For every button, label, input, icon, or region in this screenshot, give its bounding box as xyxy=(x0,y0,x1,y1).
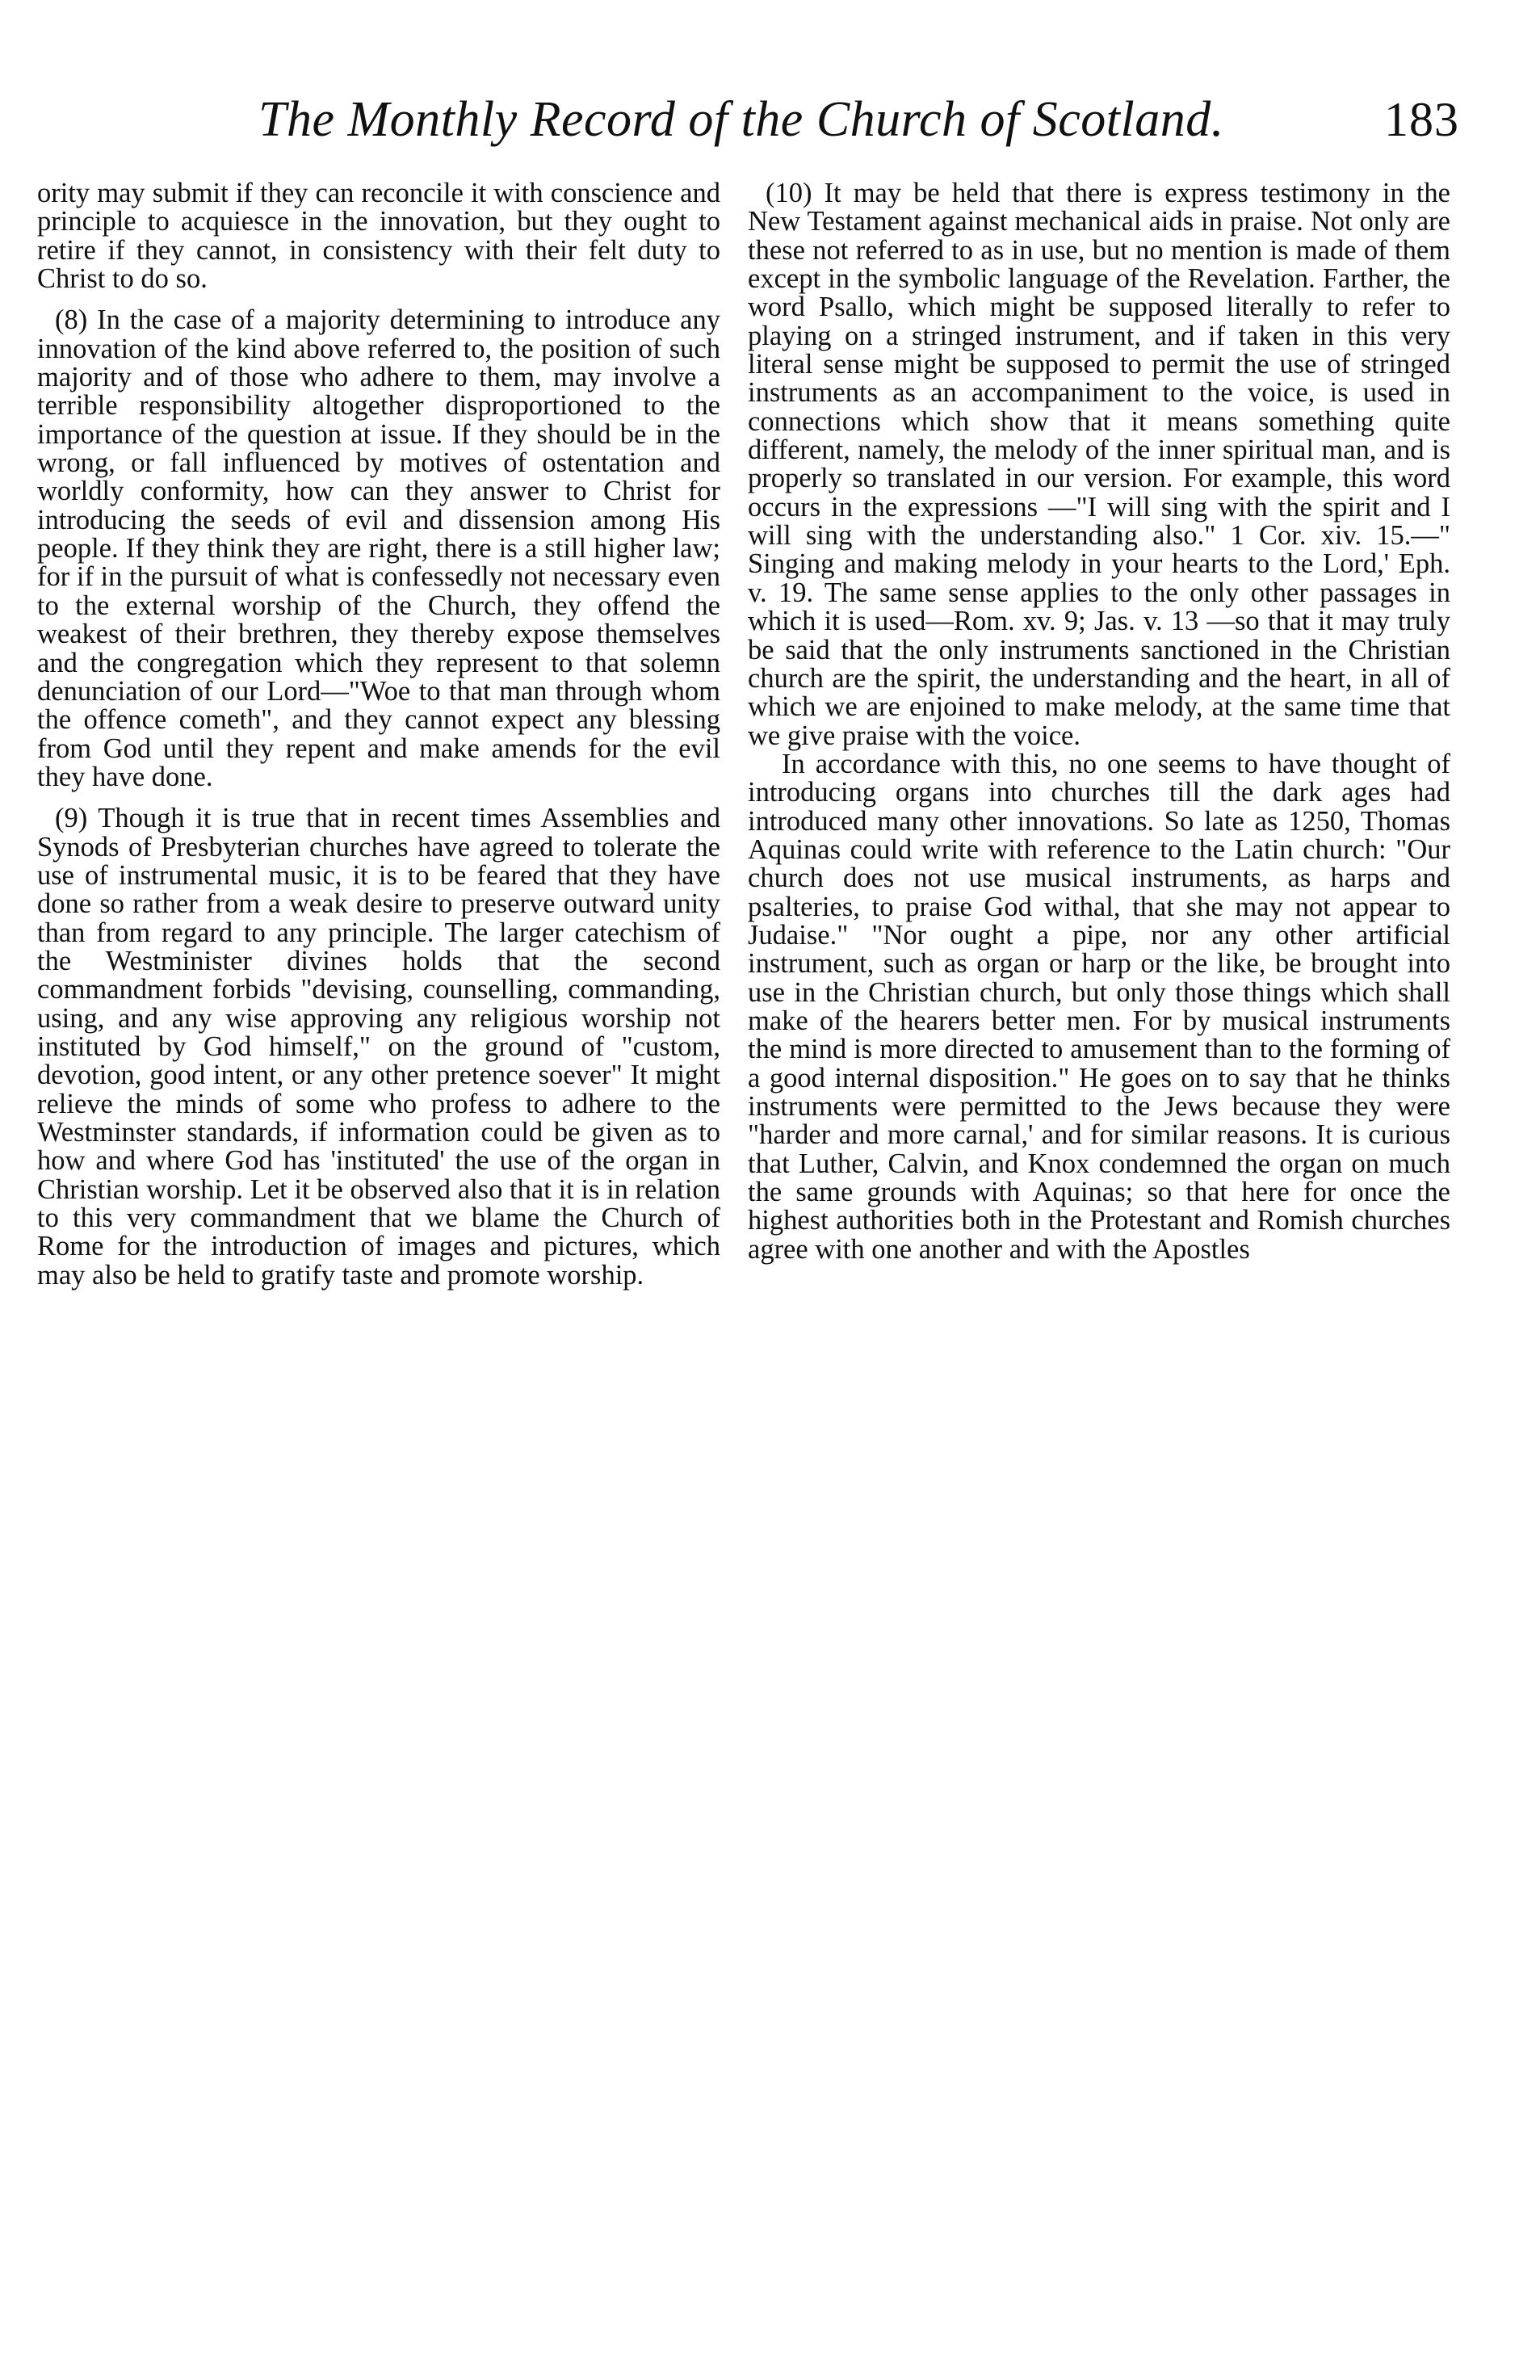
paragraph-aquinas: In accordance with this, no one seems to have thought of introducing organs into churches till the dark ages had introduced many other innovations. So late as 1250, Thomas Aquinas could write with reference to the Latin church: "Our church does not use musical instruments, as harps and psalteries, to praise God withal, that she may not appear to Judaise." "Nor ought a pipe, nor any other artificial instrument, such as organ or harp or the like, be brought into use in the Christian church, but only those things which shall make of the hearers better men. For by musical instruments the mind is more directed to amusement than to the forming of a good internal disposition." He goes on to say that he thinks instruments were permitted to the Jews because they were "harder and more carnal,' and for similar reasons. It is curious that Luther, Calvin, and Knox condemned the organ on much the same grounds with Aquinas; so that here for once the highest authorities both in the Protestant and Romish churches agree with one another and with the Apostles xyxy=(748,748,1450,1265)
left-column xyxy=(37,179,720,1290)
paragraph-point-10: (10) It may be held that there is express testimony in the New Testament against mechanical aids in praise. Not only are these not referred to as in use, but no mention is made of them except in the symbolic language of the Revelation. Farther, the word Psallo, which might be supposed literally to refer to playing on a stringed instrument, and if taken in this very literal sense might be supposed to permit the use of stringed instruments as an accompaniment to the voice, is used in connections which show that it means something quite different, namely, the melody of the inner spiritual man, and is properly so translated in our version. For example, this word occurs in the expressions —"I will sing with the spirit and I will sing with the understanding also." 1 Cor. xiv. 15.—" Singing and making melody in your hearts to the Lord,' Eph. v. 19. The same sense applies to the only other passages in which it is used—Rom. xv. 9; Jas. v. 13 —so that it may truly be said that the only instruments sanctioned in the Christian church are the spirit, the understanding and the heart, in all of which we are enjoined to make melody, at the same time that we give praise with the voice. xyxy=(748,178,1450,751)
right-column xyxy=(748,179,1450,1264)
paragraph-point-9: (9) Though it is true that in recent times Assemblies and Synods of Presbyterian churches have agreed to tolerate the use of instrumental music, it is to be feared that they have done so rather from a weak desire to preserve outward unity than from regard to any principle. The larger catechism of the Westminister divines holds that the second commandment forbids "devising, counselling, commanding, using, and any wise approving any religious worship not instituted by God himself," on the ground of "custom, devotion, good intent, or any other pretence soever" It might relieve the minds of some who profess to adhere to the Westminster standards, if information could be given as to how and where God has 'instituted' the use of the organ in Christian worship. Let it be observed also that it is in relation to this very commandment that we blame the Church of Rome for the introduction of images and pictures, which may also be held to gratify taste and promote worship. xyxy=(37,803,720,1291)
paragraph-point-8: (8) In the case of a majority determining to introduce any innovation of the kind above referred to, the position of such majority and of those who adhere to them, may involve a terrible responsibility altogether disproportioned to the importance of the question at issue. If they should be in the wrong, or fall influenced by motives of ostentation and worldly conformity, how can they answer to Christ for introducing the seeds of evil and dissension among His people. If they think they are right, there is a still higher law; for if in the pursuit of what is confessedly not necessary even to the external worship of the Church, they offend the weakest of their brethren, they thereby expose themselves and the congregation which they represent to that solemn denunciation of our Lord—"Woe to that man through whom the offence cometh", and they cannot expect any blessing from God until they repent and make amends for the evil they have done. xyxy=(37,304,720,792)
page-number: 183 xyxy=(1384,93,1459,146)
running-header xyxy=(32,87,1459,152)
paragraph-continued: ority may submit if they can reconcile it with conscience and principle to acquiesce in the innovation, but they ought to retire if they cannot, in consistency with their felt duty to Christ to do so. xyxy=(37,178,720,295)
journal-title: The Monthly Record of the Church of Scotland. xyxy=(258,92,1224,147)
